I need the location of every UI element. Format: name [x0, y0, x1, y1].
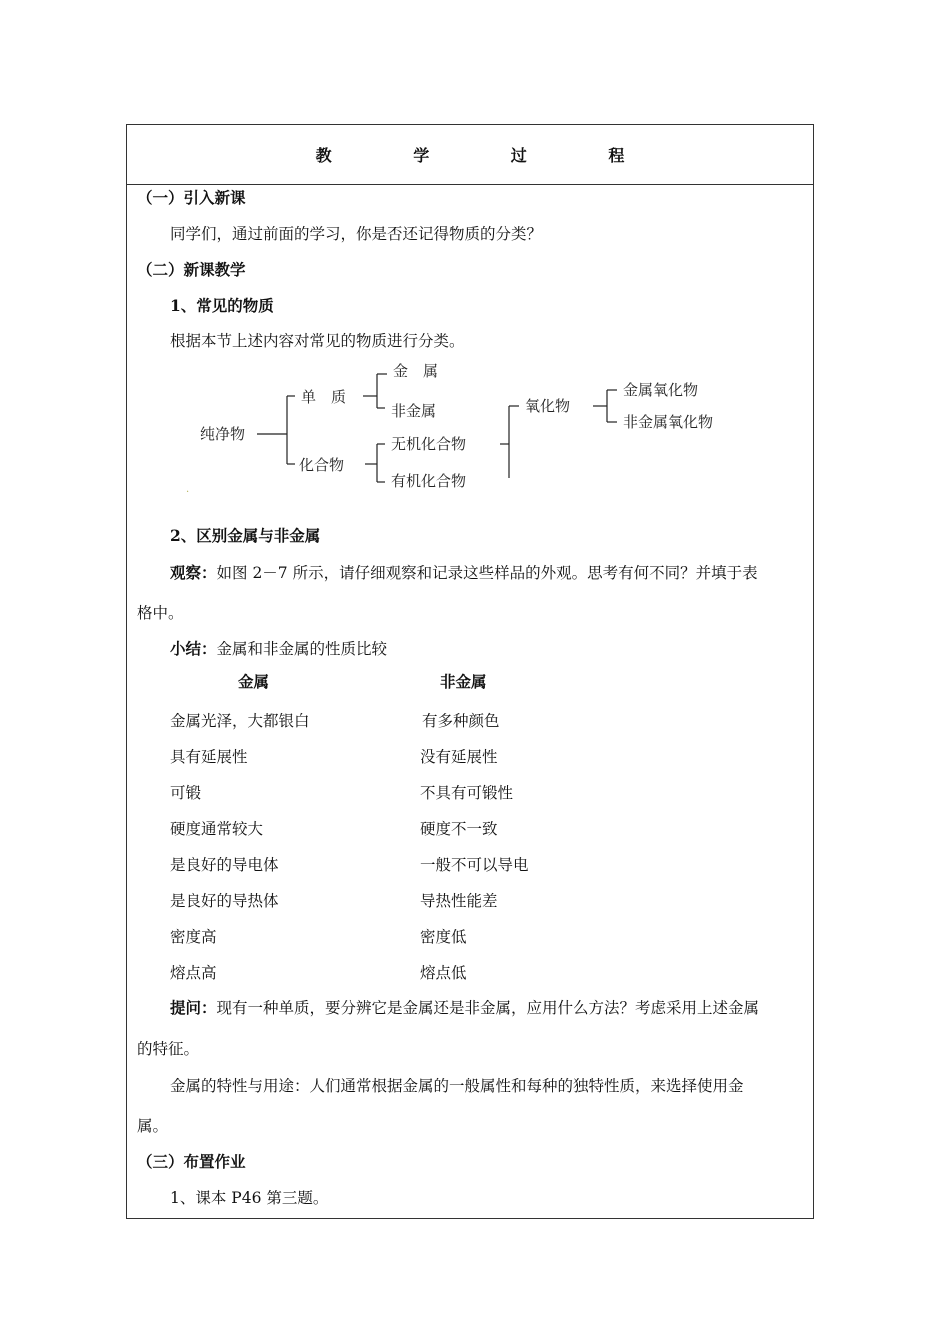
metal-property: 可锻: [170, 784, 202, 802]
usage-line-2: 属。: [137, 1117, 169, 1135]
column-header-nonmetal: 非金属: [440, 672, 487, 691]
intro-text: 同学们，通过前面的学习，你是否还记得物质的分类？: [170, 225, 543, 243]
nonmetal-property: 密度低: [420, 928, 467, 946]
metal-property: 硬度通常较大: [170, 820, 264, 838]
metal-property: 是良好的导电体: [170, 856, 279, 874]
nonmetal-property: 没有延展性: [420, 748, 498, 766]
homework-text: 1、课本 P46 第三题。: [170, 1189, 329, 1207]
metal-property: 是良好的导热体: [170, 892, 279, 910]
section-heading-intro: （一）引入新课: [137, 188, 246, 207]
nonmetal-property: 导热性能差: [420, 892, 498, 910]
node-metal-oxide: 金属氧化物: [623, 381, 699, 399]
decor-dot: .: [186, 484, 190, 495]
summary-label: 小结：: [170, 639, 217, 658]
nonmetal-property: 有多种颜色: [422, 712, 500, 730]
nonmetal-property: 硬度不一致: [420, 820, 498, 838]
node-compound: 化合物: [299, 456, 345, 474]
question-line-2: 的特征。: [137, 1040, 200, 1058]
node-nonmetal: 非金属: [391, 402, 437, 420]
node-metal: 金 属: [393, 362, 439, 380]
subsection-heading-metal-nonmetal: 2、区别金属与非金属: [170, 526, 321, 545]
classification-diagram: [195, 360, 765, 495]
metal-property: 具有延展性: [170, 748, 248, 766]
question-text: 现有一种单质，要分辨它是金属还是非金属，应用什么方法？考虑采用上述金属: [216, 999, 760, 1017]
question-label: 提问：: [170, 998, 217, 1017]
classification-instruction: 根据本节上述内容对常见的物质进行分类。: [170, 332, 465, 350]
node-oxide: 氧化物: [525, 397, 571, 415]
column-header-metal: 金属: [238, 672, 270, 691]
node-pure-substance: 纯净物: [200, 425, 246, 443]
nonmetal-property: 不具有可锻性: [420, 784, 514, 802]
section-heading-homework: （三）布置作业: [137, 1152, 246, 1171]
node-inorganic-compound: 无机化合物: [391, 435, 467, 453]
nonmetal-property: 熔点低: [420, 964, 467, 982]
section-heading-teaching: （二）新课教学: [137, 260, 246, 279]
observe-line-1: [170, 563, 758, 583]
node-simple-substance: 单 质: [301, 388, 347, 406]
metal-property: 熔点高: [170, 964, 217, 982]
table-header: [127, 125, 813, 185]
summary-text: 金属和非金属的性质比较: [216, 640, 388, 658]
observe-text: 如图 2－7 所示，请仔细观察和记录这些样品的外观。思考有何不同？并填于表: [216, 564, 758, 582]
usage-line-1: 金属的特性与用途：人们通常根据金属的一般属性和每种的独特性质，来选择使用金: [170, 1077, 744, 1095]
node-organic-compound: 有机化合物: [391, 472, 467, 490]
node-nonmetal-oxide: 非金属氧化物: [623, 413, 714, 431]
observe-label: 观察：: [170, 563, 217, 582]
metal-property: 金属光泽，大都银白: [170, 712, 310, 730]
nonmetal-property: 一般不可以导电: [420, 856, 529, 874]
subsection-heading-common-substances: 1、常见的物质: [170, 296, 274, 315]
summary-line: [170, 639, 387, 659]
question-line-1: [170, 998, 759, 1018]
metal-property: 密度高: [170, 928, 217, 946]
observe-line-2: 格中。: [137, 604, 184, 622]
page-title: 教 学 过 程: [315, 146, 663, 165]
